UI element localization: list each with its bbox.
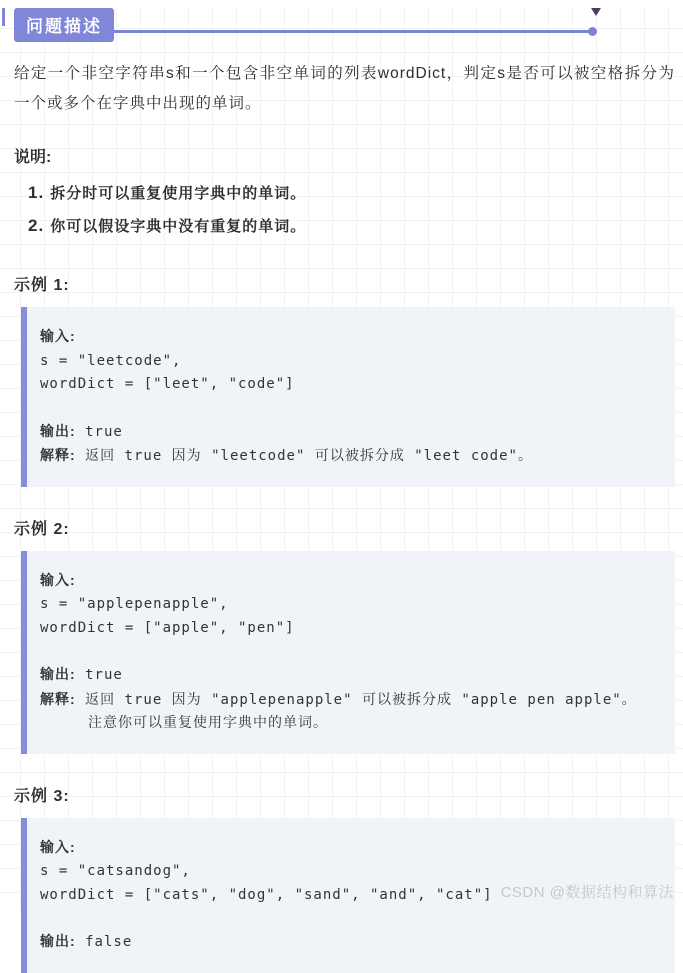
header-line-end-dot	[588, 27, 597, 36]
notes-heading: 说明:	[14, 149, 52, 166]
input-label: 输入:	[40, 571, 76, 588]
list-item-number: 2.	[28, 216, 45, 235]
problem-description-text: 给定一个非空字符串s和一个包含非空单词的列表wordDict，判定s是否可以被空格拆分为一个或多个在字典中出现的单词。	[14, 65, 675, 112]
explain-line: 解释: 返回 true 因为 "applepenapple" 可以被拆分成 "apple pen apple"。	[40, 690, 637, 708]
list-item	[28, 210, 683, 243]
example-2-heading: 示例 2:	[14, 520, 70, 538]
input-line: wordDict = ["apple", "pen"]	[40, 619, 295, 636]
example-2-code-block	[21, 551, 675, 754]
output-value: true	[85, 423, 123, 440]
input-line: s = "applepenapple",	[40, 596, 229, 612]
output-value: true	[85, 667, 123, 683]
explain-line-continued: 注意你可以重复使用字典中的单词。	[88, 715, 328, 731]
left-edge-accent-line	[2, 8, 5, 26]
list-item-number: 1.	[28, 183, 45, 202]
output-value: false	[85, 934, 133, 950]
output-line: 输出: true	[40, 666, 123, 683]
input-line: s = "catsandog",	[40, 863, 191, 879]
explain-text: 返回 true 因为 "applepenapple" 可以被拆分成 "apple pen apple"。	[85, 691, 637, 708]
list-item-text: 拆分时可以重复使用字典中的单词。	[50, 185, 307, 202]
input-line: s = "leetcode",	[40, 352, 182, 369]
notes-list	[28, 177, 683, 243]
section-title-badge: 问题描述	[14, 8, 114, 42]
input-label: 输入:	[40, 838, 76, 855]
output-line: 输出: false	[40, 933, 133, 950]
input-label: 输入:	[40, 328, 76, 344]
example-3-heading: 示例 3:	[14, 787, 70, 805]
list-item-text: 你可以假设字典中没有重复的单词。	[50, 218, 307, 235]
output-line: 输出: true	[40, 422, 123, 440]
section-header	[14, 8, 683, 40]
input-line: wordDict = ["cats", "dog", "sand", "and", "cat"]	[40, 886, 493, 903]
blank-line	[40, 640, 661, 663]
csdn-watermark: CSDN @数据结构和算法	[500, 884, 674, 901]
input-line: wordDict = ["leet", "code"]	[40, 376, 295, 392]
blank-line	[40, 907, 661, 930]
example-1-code-block	[21, 307, 675, 487]
explain-text: 返回 true 因为 "leetcode" 可以被拆分成 "leet code"。	[85, 448, 533, 464]
article-page	[0, 8, 683, 950]
example-1-heading: 示例 1:	[14, 277, 70, 294]
list-item	[28, 177, 683, 210]
blank-line	[40, 397, 661, 420]
explain-line: 解释: 返回 true 因为 "leetcode" 可以被拆分成 "leet code"。	[40, 447, 533, 464]
